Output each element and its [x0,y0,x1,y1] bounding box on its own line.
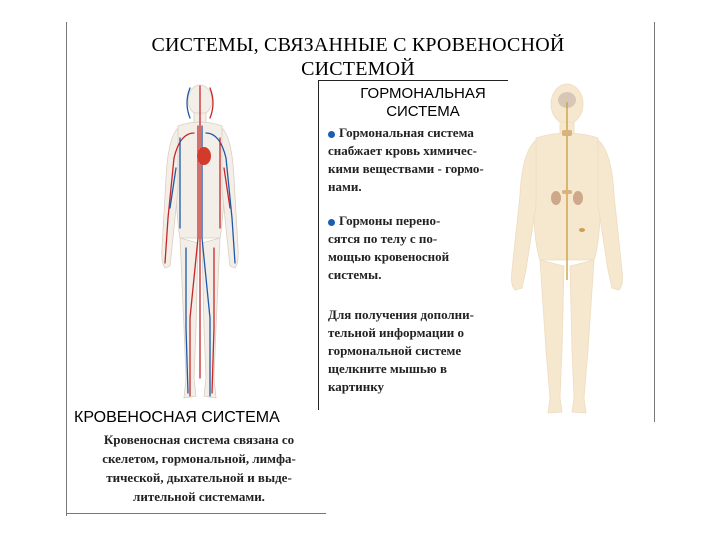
bullet-icon [328,219,335,226]
hormonal-p2-line-4: системы. [328,267,382,282]
hormonal-p3-line-1: Для получения дополни- [328,307,474,322]
circulatory-system-heading: КРОВЕНОСНАЯ СИСТЕМА [74,409,280,426]
hormonal-p1-line-3: кими веществами - гормо- [328,161,484,176]
hormonal-paragraph-2 [328,212,528,284]
circulatory-line-3: тической, дыхательной и выде- [106,470,292,485]
circulatory-line-4: лительной системами. [133,489,265,504]
hormonal-p2-line-1: Гормоны перено- [339,213,441,228]
hormonal-p3-line-4: щелкните мышью в [328,361,447,376]
frame-left-line [66,22,67,516]
bullet-icon [328,131,335,138]
panel-left-border [318,80,319,410]
circulatory-description [74,430,324,506]
panel-top-border [318,80,508,81]
title-line-2: СИСТЕМОЙ [301,58,415,80]
hormonal-paragraph-1 [328,124,528,196]
hormonal-p1-line-4: нами. [328,179,362,194]
hormonal-p2-line-3: мощью кровеносной [328,249,450,264]
hormonal-p1-line-2: снабжает кровь химичес- [328,143,478,158]
hormonal-p3-line-3: гормональной системе [328,343,462,358]
circulatory-line-2: скелетом, гормональной, лимфа- [102,451,296,466]
hormonal-title-line-1: ГОРМОНАЛЬНАЯ [360,85,486,102]
hormonal-system-title[interactable] [328,85,518,121]
circulatory-body-image[interactable] [150,78,250,408]
frame-bottom-line [66,513,326,514]
page-title [118,33,598,81]
hormonal-p1-line-1: Гормональная система [339,125,474,140]
hormonal-p2-line-2: сятся по телу с по- [328,231,438,246]
frame-right-line [654,22,655,422]
title-line-1: СИСТЕМЫ, СВЯЗАННЫЕ С КРОВЕНОСНОЙ [151,34,565,56]
hormonal-p3-line-5: картинку [328,379,385,394]
circulatory-line-1: Кровеносная система связана со [103,432,295,447]
hormonal-more-info-link[interactable] [328,306,528,396]
hormonal-title-line-2: СИСТЕМА [386,103,460,120]
hormonal-p3-line-2: тельной информации о [328,325,465,340]
